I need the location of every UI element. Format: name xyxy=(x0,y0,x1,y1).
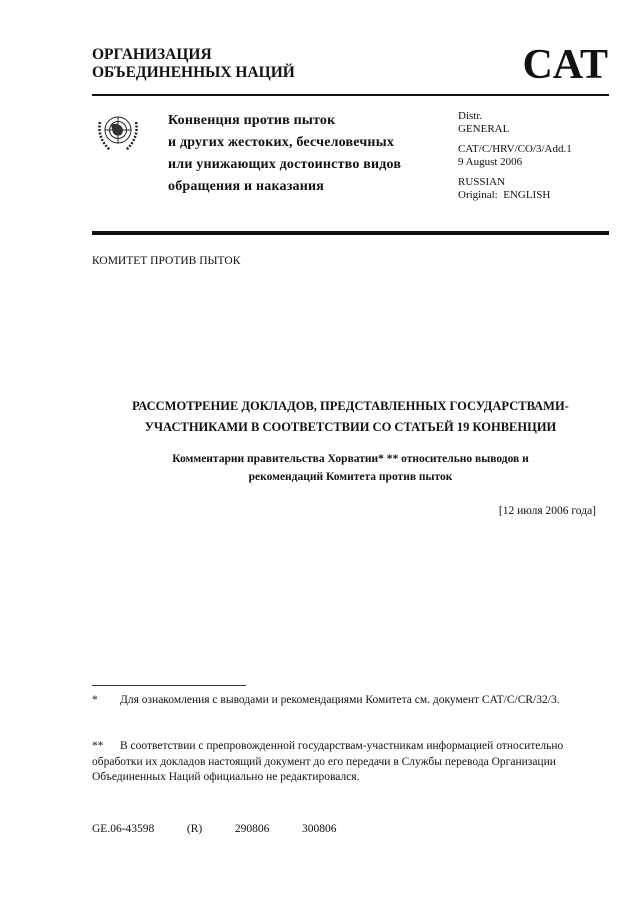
convention-line: обращения и наказания xyxy=(168,179,325,194)
distribution: GENERAL xyxy=(458,122,510,135)
doc-symbol: CAT/C/HRV/CO/3/Add.1 xyxy=(458,143,572,155)
org-line-1: ОРГАНИЗАЦИЯ xyxy=(92,46,212,63)
document-subheading xyxy=(92,450,609,486)
document-heading xyxy=(92,396,609,438)
document-symbol-large: CAT xyxy=(522,42,608,88)
footnote xyxy=(92,739,582,786)
header-rule xyxy=(92,94,609,96)
footnote-text: В соответствии с препровожденной государствам-участникам информацией относительно обработки их докладов настоящий документ до его передачи в Службы перевода Организации Объединенных Наций официально не редактировался. xyxy=(92,740,564,783)
job-number-footer: GE.06-43598 (R) 290806 300806 xyxy=(92,823,337,835)
committee-name: КОМИТЕТ ПРОТИВ ПЫТОК xyxy=(92,255,241,267)
un-emblem-icon xyxy=(94,108,142,156)
footnote-text: Для ознакомления с выводами и рекомендациями Комитета см. документ CAT/C/CR/32/3. xyxy=(120,694,560,706)
footnote xyxy=(92,693,582,709)
subheading-line: рекомендаций Комитета против пыток xyxy=(248,471,453,483)
heading-line: РАССМОТРЕНИЕ ДОКЛАДОВ, ПРЕДСТАВЛЕННЫХ ГОСУДАРСТВАМИ- xyxy=(132,399,569,413)
distr-label: Distr. xyxy=(458,110,483,122)
original-language: Original: ENGLISH xyxy=(458,188,551,201)
doc-date: 9 August 2006 xyxy=(458,155,523,168)
footnote-mark: ** xyxy=(92,740,104,752)
footnote-separator xyxy=(92,685,246,686)
date-note: [12 июля 2006 года] xyxy=(498,505,596,517)
heading-line: УЧАСТНИКАМИ В СООТВЕТСТВИИ СО СТАТЬЕЙ 19 КОНВЕНЦИИ xyxy=(144,420,557,434)
convention-line: и других жестоких, бесчеловечных xyxy=(168,135,395,150)
convention-line: Конвенция против пыток xyxy=(168,113,336,128)
header-thick-rule xyxy=(92,231,609,235)
convention-title xyxy=(168,110,401,198)
org-line-2: ОБЪЕДИНЕННЫХ НАЦИЙ xyxy=(92,64,295,81)
language: RUSSIAN xyxy=(458,176,506,188)
organization-name xyxy=(92,46,295,82)
convention-line: или унижающих достоинство видов xyxy=(168,157,402,172)
subheading-line: Комментарии правительства Хорватии* ** относительно выводов и xyxy=(172,453,529,465)
footnote-mark: * xyxy=(92,694,98,706)
document-metadata xyxy=(458,110,572,209)
